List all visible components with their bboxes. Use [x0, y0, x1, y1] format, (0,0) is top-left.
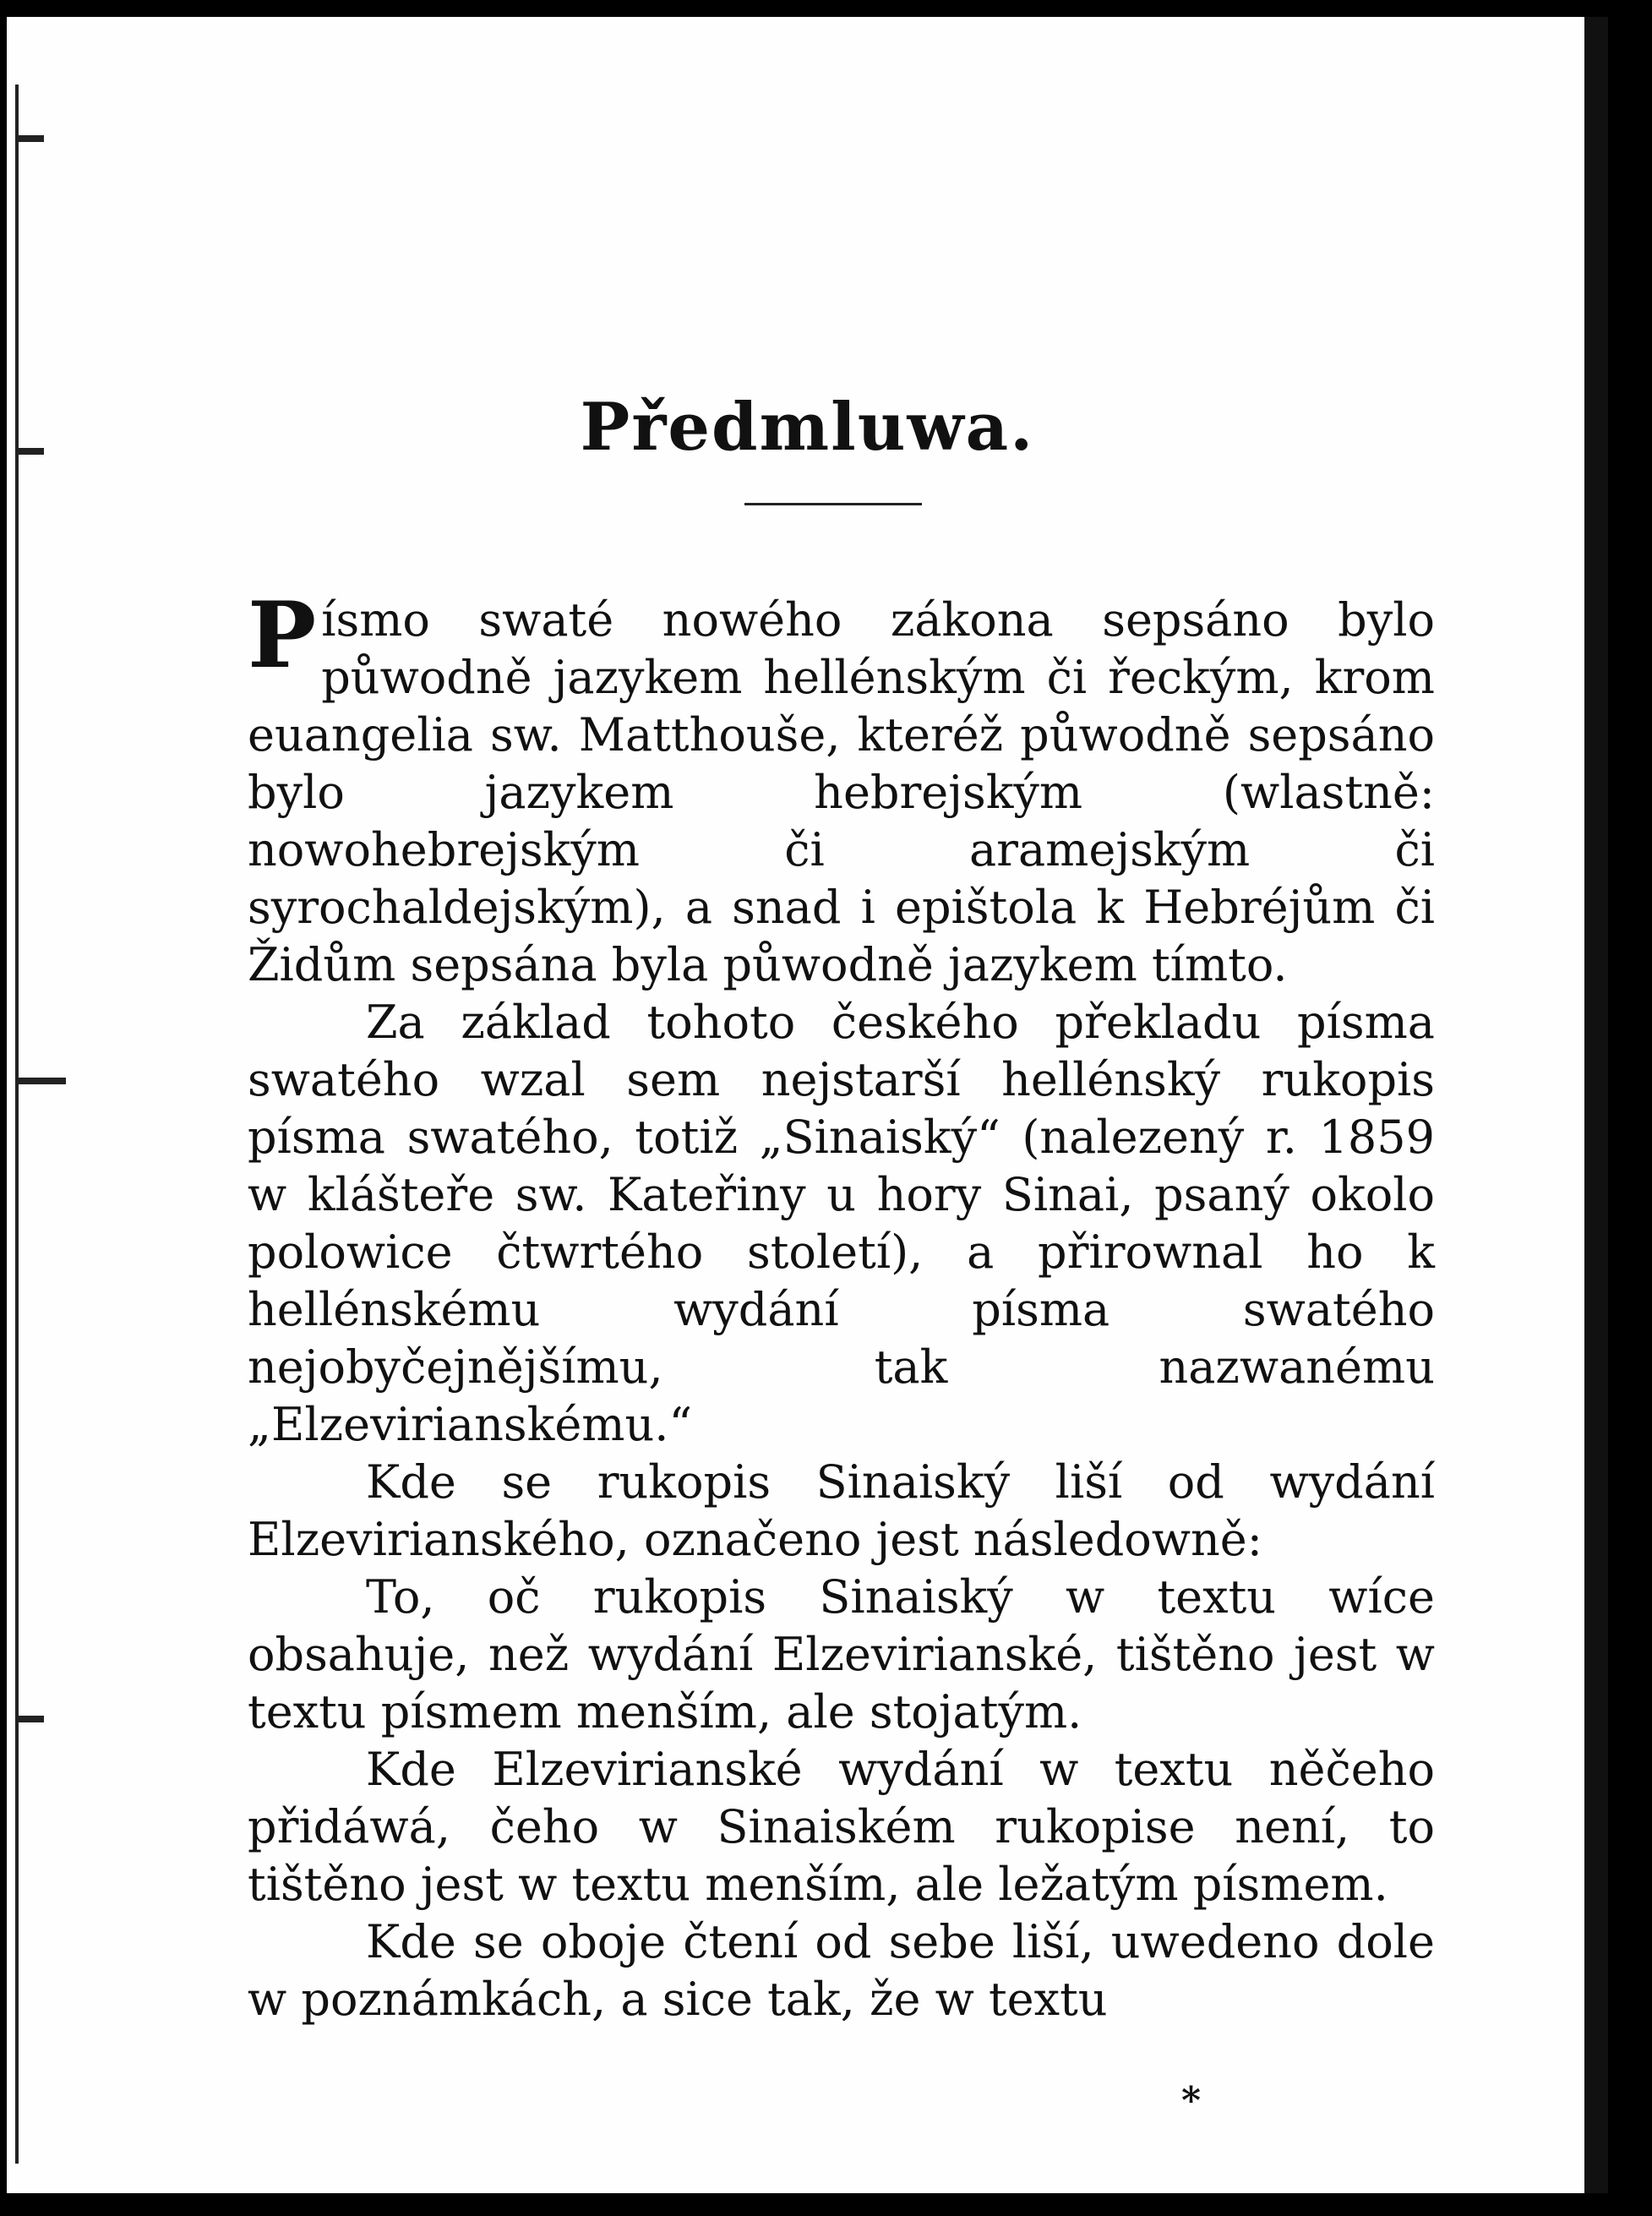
page-title: Předmluwa.	[580, 389, 1035, 466]
paragraph: Kde se oboje čtení od sebe liší, uwedeno dole w poznámkách, a sice tak, že w textu	[248, 1915, 1435, 2026]
paragraph: Za základ tohoto českého překladu písma swatého wzal sem nejstarší hellénský rukopis písma swatého, totiž „Sinaiský“ (nalezený r. 1859 w klášteře sw. Kateřiny u hory Sinai, psaný okolo polowice čtwrtého století), a přirownal ho k hellénskému wydání písma swatého nejobyčejnějšímu, tak nazwanému „Elzevirianskému.“	[248, 996, 1435, 1451]
preface-body	[248, 582, 1435, 2028]
paragraph: To, oč rukopis Sinaiský w textu wíce obsahuje, než wydání Elzevirianské, tištěno jest w textu písmem menším, ale stojatým.	[248, 1570, 1435, 1738]
binding-mark	[15, 135, 44, 142]
paragraph: Písmo swaté nowého zákona sepsáno bylo půwodně jazykem hellénským či řeckým, krom euangelia sw. Matthouše, kteréž půwodně sepsáno bylo jazykem hebrejským (wlastně: nowohebrejským či aramejským či syrochaldejským), a snad i epištola k Hebréjům či Židům sepsána byla půwodně jazykem tímto.	[248, 582, 1435, 991]
page-edge	[1584, 17, 1608, 2193]
title-divider	[744, 503, 922, 505]
book-page	[7, 17, 1608, 2193]
paragraph: Kde se rukopis Sinaiský liší od wydání Elzevirianského, označeno jest následowně:	[248, 1455, 1435, 1566]
binding-mark	[15, 1716, 44, 1722]
paragraph: Kde Elzevirianské wydání w textu něčeho přidáwá, čeho w Sinaiském rukopise není, to tištěno jest w textu menším, ale ležatým písmem.	[248, 1743, 1435, 1911]
signature-mark: *	[1181, 2079, 1202, 2122]
binding-mark	[15, 1078, 66, 1084]
